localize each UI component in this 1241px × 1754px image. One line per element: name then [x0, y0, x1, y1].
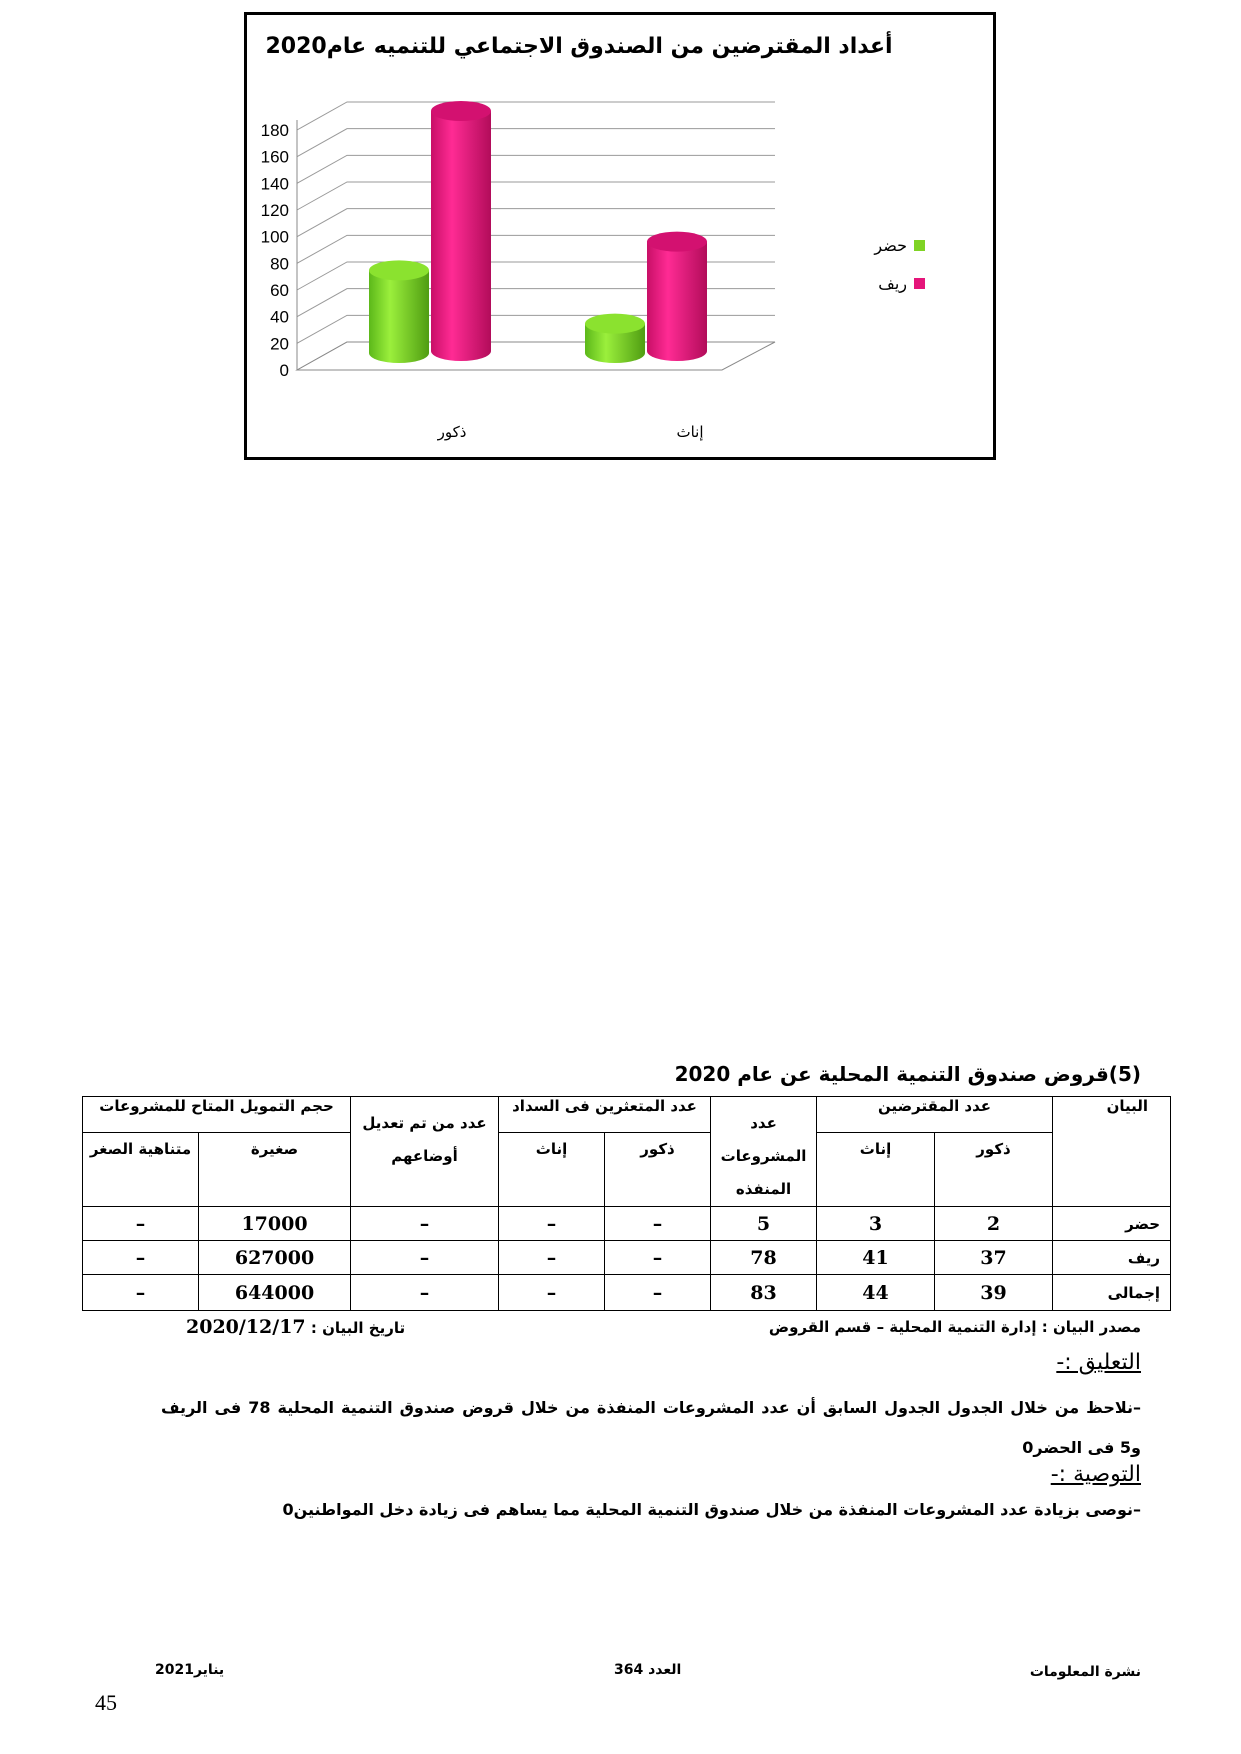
cell-small: 627000 — [199, 1241, 351, 1275]
gridline — [297, 209, 775, 237]
chart-title: أعداد المقترضين من الصندوق الاجتماعي للتنميه عام2020 — [265, 34, 893, 59]
cell-small: 644000 — [199, 1275, 351, 1311]
cell-female: 41 — [817, 1241, 935, 1275]
chart-frame — [244, 12, 996, 460]
header-projects: عدد المشروعات المنفذه — [711, 1097, 817, 1207]
bar-chart — [247, 15, 993, 457]
bar-top-urban-female — [585, 314, 645, 334]
legend-swatch-rural — [914, 278, 925, 289]
cell-male: 2 — [935, 1207, 1053, 1241]
bar-urban-male — [369, 270, 429, 363]
cell-projects: 5 — [711, 1207, 817, 1241]
cell-def-female: – — [499, 1275, 605, 1311]
cell-female: 44 — [817, 1275, 935, 1311]
cell-female: 3 — [817, 1207, 935, 1241]
cell-def-male: – — [605, 1207, 711, 1241]
table-title: (5)قروض صندوق التنمية المحلية عن عام 2020 — [674, 1062, 1141, 1086]
y-tick-label: 60 — [270, 281, 289, 300]
legend-label-urban: حضر — [874, 236, 907, 255]
header-borrowers: عدد المقترضين — [817, 1097, 1053, 1133]
y-tick-label: 80 — [270, 254, 289, 274]
header-funding: حجم التمويل المتاح للمشروعات — [83, 1097, 351, 1133]
y-tick-label: 20 — [270, 334, 289, 354]
header-micro: متناهية الصغر — [83, 1133, 199, 1207]
row-label: حضر — [1053, 1207, 1171, 1241]
cell-micro: – — [83, 1207, 199, 1241]
cell-male: 37 — [935, 1241, 1053, 1275]
page-number: 45 — [95, 1690, 117, 1715]
category-label-female: إناث — [676, 423, 704, 441]
legend-swatch-urban — [914, 240, 925, 251]
header-def-male: ذكور — [605, 1133, 711, 1207]
table-subheader-row — [83, 1133, 1171, 1207]
bar-top-urban-male — [369, 260, 429, 280]
cell-adjusted: – — [351, 1275, 499, 1311]
comment-text: –نلاحظ من خلال الجدول الجدول السابق أن عدد المشروعات المنفذة من خلال قروض صندوق التنمية المحلية 78 فى الريف و5 فى الحضر0 — [161, 1398, 1142, 1457]
table-row-urban — [83, 1207, 1171, 1241]
header-def-female: إناث — [499, 1133, 605, 1207]
loans-table — [82, 1096, 1171, 1311]
y-tick-label: 140 — [260, 174, 289, 194]
gridline — [297, 155, 775, 183]
data-source: مصدر البيان : إدارة التنمية المحلية – قسم القروض — [768, 1318, 1141, 1336]
cell-adjusted: – — [351, 1207, 499, 1241]
data-date-value: 2020/12/17 — [186, 1316, 306, 1338]
header-male: ذكور — [935, 1133, 1053, 1207]
y-tick-label: 100 — [260, 227, 289, 247]
y-tick-label: 160 — [260, 147, 289, 167]
table-header-row — [83, 1097, 1171, 1133]
y-tick-label: 40 — [270, 307, 289, 327]
cell-projects: 83 — [711, 1275, 817, 1311]
cell-def-male: – — [605, 1275, 711, 1311]
header-label: البيان — [1053, 1097, 1171, 1207]
row-label: إجمالى — [1053, 1275, 1171, 1311]
header-adjusted: عدد من تم تعديل أوضاعهم — [351, 1097, 499, 1207]
row-label: ريف — [1053, 1241, 1171, 1275]
recommendation-heading: التوصية :- — [1050, 1462, 1141, 1487]
comment-heading: التعليق :- — [1056, 1350, 1141, 1375]
bar-rural-male — [431, 111, 491, 361]
cell-projects: 78 — [711, 1241, 817, 1275]
footer-issue: العدد 364 — [614, 1662, 682, 1678]
recommendation-text: –نوصى بزيادة عدد المشروعات المنفذة من خلال صندوق التنمية المحلية مما يساهم فى زيادة دخل المواطنين0 — [282, 1500, 1141, 1519]
y-tick-label: 120 — [260, 201, 289, 220]
cell-micro: – — [83, 1275, 199, 1311]
cell-micro: – — [83, 1241, 199, 1275]
footer-month: يناير2021 — [155, 1662, 225, 1678]
header-small: صغيرة — [199, 1133, 351, 1207]
gridline — [297, 129, 775, 157]
gridline — [297, 182, 775, 210]
table-row-total — [83, 1275, 1171, 1311]
legend — [873, 236, 925, 294]
header-female: إناث — [817, 1133, 935, 1207]
data-date-label: تاريخ البيان : — [310, 1319, 406, 1337]
bar-top-rural-female — [647, 232, 707, 252]
legend-label-rural: ريف — [878, 274, 907, 293]
data-date — [186, 1316, 405, 1338]
y-tick-label: 180 — [260, 121, 289, 140]
gridline — [297, 102, 775, 130]
category-label-male: ذكور — [437, 423, 467, 441]
cell-def-female: – — [499, 1241, 605, 1275]
footer-publication: نشرة المعلومات — [1029, 1664, 1141, 1680]
table-row-rural — [83, 1241, 1171, 1275]
cell-def-male: – — [605, 1241, 711, 1275]
y-tick-label: 0 — [279, 361, 289, 380]
cell-male: 39 — [935, 1275, 1053, 1311]
cell-small: 17000 — [199, 1207, 351, 1241]
cell-def-female: – — [499, 1207, 605, 1241]
header-defaulters: عدد المتعثرين فى السداد — [499, 1097, 711, 1133]
bar-rural-female — [647, 242, 707, 361]
cell-adjusted: – — [351, 1241, 499, 1275]
bar-top-rural-male — [431, 101, 491, 121]
